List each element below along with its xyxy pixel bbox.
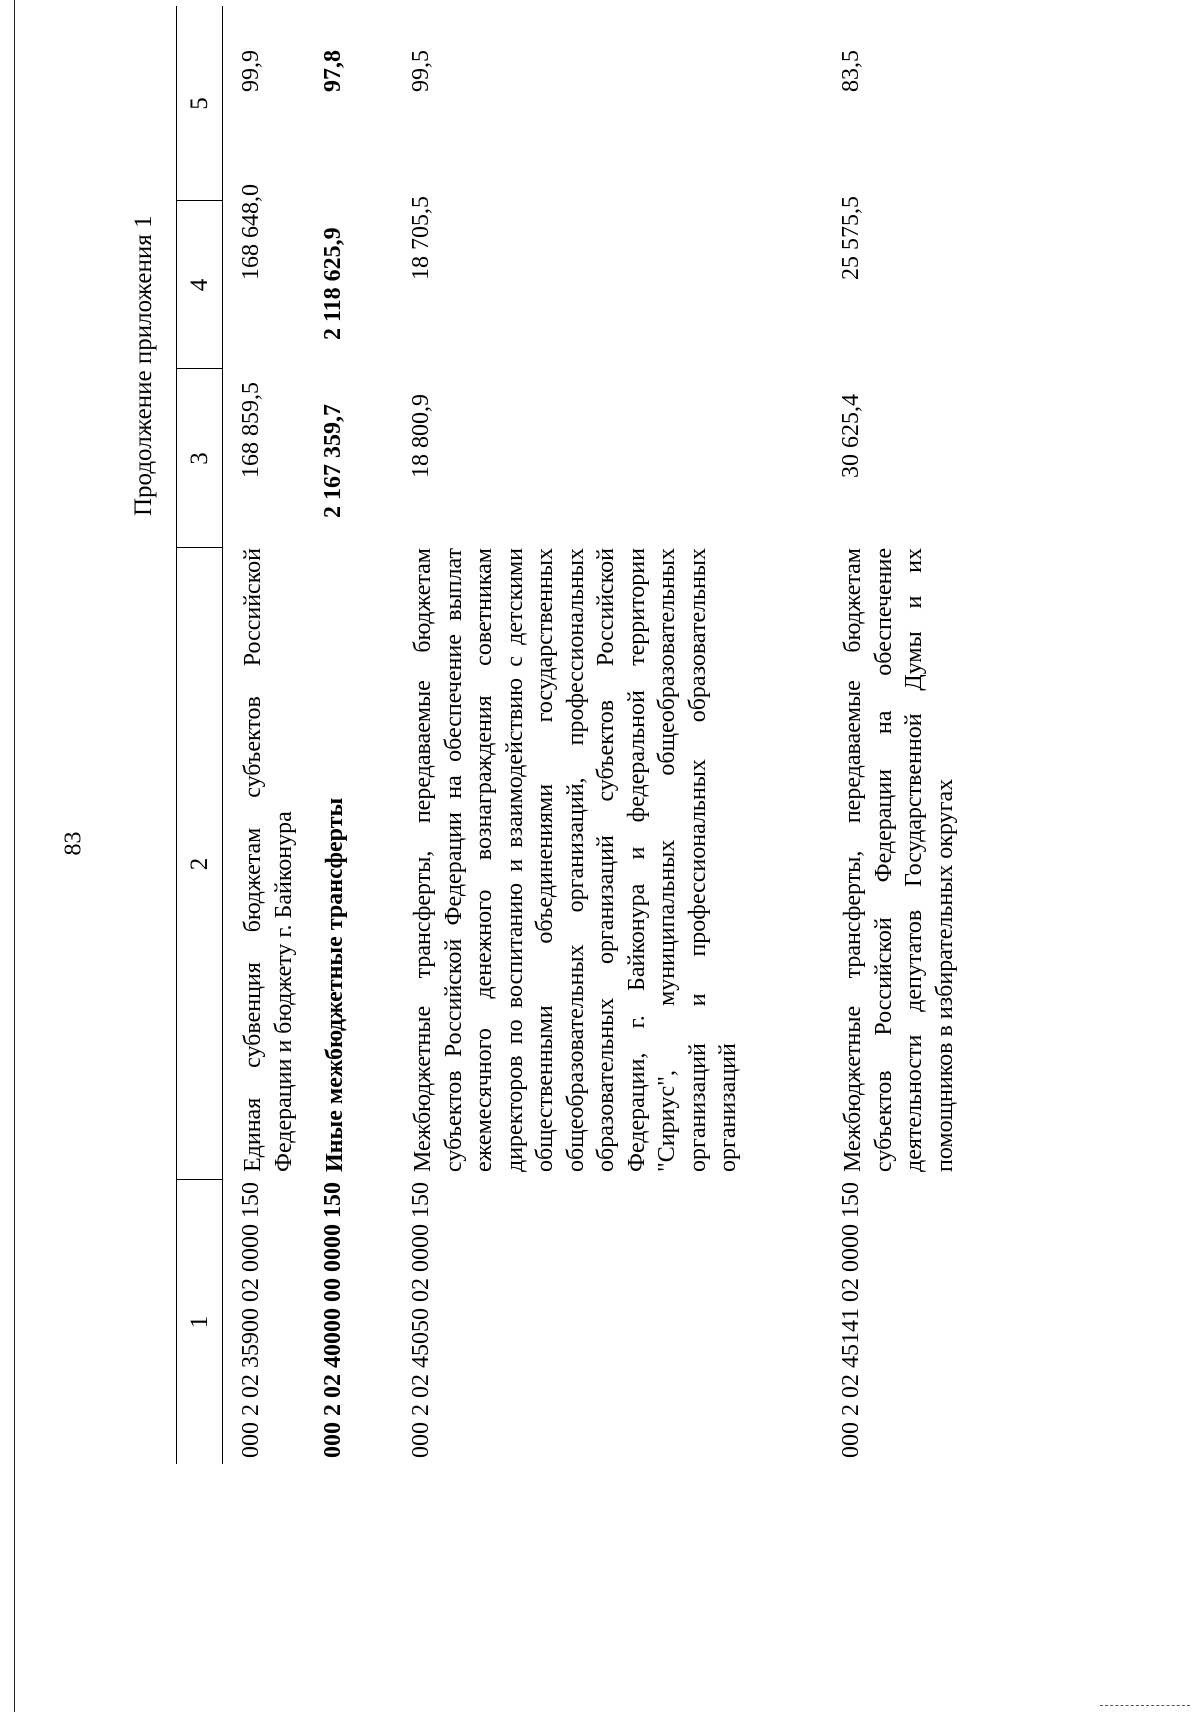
row-description: Иные межбюджетные трансферты <box>322 797 348 1172</box>
row-code: 000 2 02 35900 02 0000 150 <box>238 1182 264 1458</box>
row-description: Межбюджетные трансферты, передаваемые бюджетам субъектов Российской Федерации на обеспечение выплат ежемесячного денежного вознаграждения советникам директоров по воспитанию и взаимодействию с детскими общественными объединениями государственных общеобразовательных организаций, профессиональных образовательных организаций субъектов Российской Федерации, г. Байконура и федеральной территории "Сириус", муниципальных общеобразовательных организаций и профессиональных образовательных организаций <box>410 548 741 1172</box>
header-bottom-border <box>222 6 223 1464</box>
row-col3: 18 800,9 <box>408 394 434 478</box>
row-code: 000 2 02 45141 02 0000 150 <box>838 1182 864 1458</box>
row-col4: 18 705,5 <box>408 196 434 280</box>
column-number-3: 3 <box>186 452 213 465</box>
row-col4: 2 118 625,9 <box>320 227 346 340</box>
row-code: 000 2 02 40000 00 0000 150 <box>320 1182 346 1458</box>
row-col5: 99,5 <box>408 50 434 92</box>
row-col5: 83,5 <box>838 50 864 92</box>
continuation-label: Продолжение приложения 1 <box>130 215 157 516</box>
column-number-5: 5 <box>186 97 213 110</box>
row-col3: 30 625,4 <box>838 394 864 478</box>
row-col5: 99,9 <box>238 50 264 92</box>
row-col4: 25 575,5 <box>838 196 864 280</box>
row-col3: 168 859,5 <box>238 382 264 478</box>
row-col4: 168 648,0 <box>238 184 264 280</box>
column-number-2: 2 <box>186 857 213 871</box>
row-col5: 97,8 <box>320 50 346 92</box>
row-col3: 2 167 359,7 <box>320 404 346 518</box>
column-number-1: 1 <box>186 1315 213 1329</box>
table-top-border <box>176 6 177 1464</box>
column-number-4: 4 <box>186 278 213 292</box>
page-number: 83 <box>60 831 87 856</box>
row-code: 000 2 02 45050 02 0000 150 <box>408 1182 434 1458</box>
row-description: Единая субвенция бюджетам субъектов Российской Федерации и бюджету г. Байконура <box>240 548 297 1172</box>
row-description: Межбюджетные трансферты, передаваемые бюджетам субъектов Российской Федерации на обеспечение деятельности депутатов Государственной Думы и их помощников в избирательных округах <box>840 548 958 1172</box>
